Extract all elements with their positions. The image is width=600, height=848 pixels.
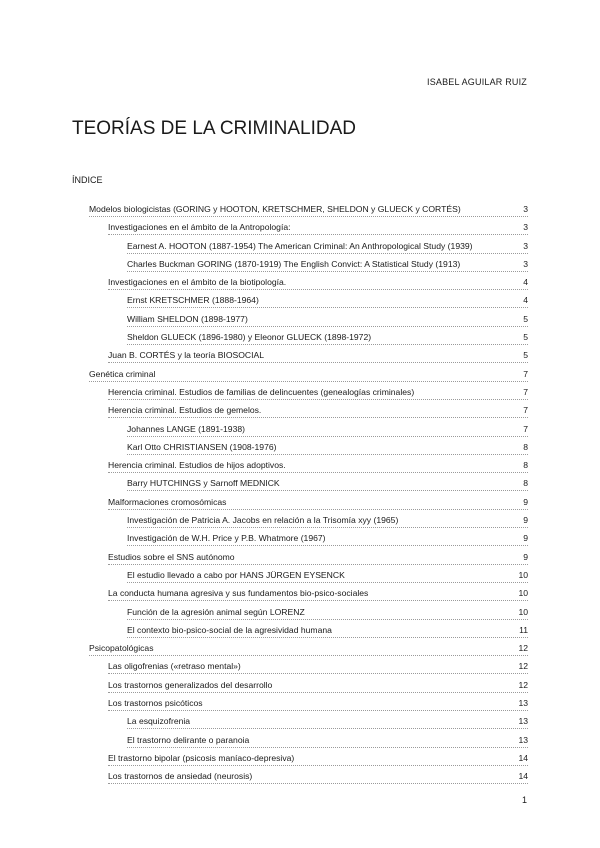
toc-entry-page: 4 <box>523 295 528 306</box>
toc-entry-page: 9 <box>523 533 528 544</box>
toc-entry[interactable] <box>108 552 528 565</box>
index-heading: ÍNDICE <box>72 175 103 185</box>
toc-entry-title: El trastorno delirante o paranoia <box>127 734 250 745</box>
toc-entry-page: 7 <box>523 386 528 397</box>
toc-entry-title: Juan B. CORTÉS y la teoría BIOSOCIAL <box>108 350 265 361</box>
toc-entry-title: Sheldon GLUECK (1896-1980) y Eleonor GLUECK (1898-1972) <box>127 332 372 343</box>
toc-entry-title: Herencia criminal. Estudios de gemelos. <box>108 405 262 416</box>
toc-entry-page: 12 <box>518 661 528 672</box>
toc-entry-page: 7 <box>523 423 528 434</box>
toc-entry-title: Genética criminal <box>89 368 156 379</box>
toc-entry[interactable] <box>127 478 528 491</box>
toc-entry-title: Earnest A. HOOTON (1887-1954) The American Criminal: An Anthropological Study (1939) <box>127 240 473 251</box>
toc-entry-page: 4 <box>523 277 528 288</box>
toc-entry[interactable] <box>108 405 528 418</box>
toc-entry-title: Los trastornos generalizados del desarrollo <box>108 679 273 690</box>
toc-entry[interactable] <box>127 241 528 254</box>
toc-entry-title: Malformaciones cromosómicas <box>108 496 227 507</box>
toc-entry-page: 12 <box>518 679 528 690</box>
toc-entry-title: El estudio llevado a cabo por HANS JÜRGEN EYSENCK <box>127 569 345 580</box>
toc-entry-page: 5 <box>523 313 528 324</box>
toc-entry-page: 5 <box>523 332 528 343</box>
table-of-contents <box>89 204 528 790</box>
toc-entry[interactable] <box>127 570 528 583</box>
toc-entry-title: Función de la agresión animal según LORENZ <box>127 606 305 617</box>
toc-entry-title: Investigación de W.H. Price y P.B. Whatmore (1967) <box>127 533 326 544</box>
toc-entry-page: 10 <box>518 588 528 599</box>
toc-entry[interactable] <box>108 387 528 400</box>
toc-entry-title: William SHELDON (1898-1977) <box>127 313 248 324</box>
toc-entry[interactable] <box>108 698 528 711</box>
page-number: 1 <box>521 795 527 805</box>
toc-entry-page: 14 <box>518 752 528 763</box>
toc-entry-title: Investigación de Patricia A. Jacobs en relación a la Trisomía xyy (1965) <box>127 515 399 526</box>
toc-entry[interactable] <box>127 424 528 437</box>
toc-entry[interactable] <box>108 588 528 601</box>
author-name: ISABEL AGUILAR RUIZ <box>427 77 527 87</box>
toc-entry-title: El contexto bio-psico-social de la agresividad humana <box>127 624 332 635</box>
toc-entry-page: 10 <box>518 606 528 617</box>
toc-entry-title: Los trastornos psicóticos <box>108 698 203 709</box>
toc-entry[interactable] <box>127 332 528 345</box>
toc-entry[interactable] <box>108 460 528 473</box>
toc-entry[interactable] <box>89 643 528 656</box>
toc-entry[interactable] <box>127 533 528 546</box>
toc-entry[interactable] <box>89 204 528 217</box>
toc-entry-page: 7 <box>523 368 528 379</box>
toc-entry[interactable] <box>127 295 528 308</box>
toc-entry-title: Johannes LANGE (1891-1938) <box>127 423 246 434</box>
toc-entry-page: 8 <box>523 478 528 489</box>
toc-entry-title: Investigaciones en el ámbito de la biotipología. <box>108 277 287 288</box>
toc-entry[interactable] <box>127 314 528 327</box>
toc-entry-page: 3 <box>523 240 528 251</box>
toc-entry-title: Estudios sobre el SNS autónomo <box>108 551 235 562</box>
toc-entry-title: El trastorno bipolar (psicosis maníaco-depresiva) <box>108 752 295 763</box>
toc-entry-title: Karl Otto CHRISTIANSEN (1908-1976) <box>127 441 277 452</box>
toc-entry-page: 11 <box>519 624 528 635</box>
toc-entry-page: 9 <box>523 515 528 526</box>
toc-entry[interactable] <box>108 680 528 693</box>
toc-entry-title: Psicopatológicas <box>89 643 154 654</box>
toc-entry-page: 3 <box>523 222 528 233</box>
toc-entry[interactable] <box>127 735 528 748</box>
toc-entry[interactable] <box>108 277 528 290</box>
toc-entry[interactable] <box>127 259 528 272</box>
toc-entry-page: 13 <box>518 734 528 745</box>
toc-entry-title: Barry HUTCHINGS y Sarnoff MEDNICK <box>127 478 280 489</box>
toc-entry-page: 8 <box>523 460 528 471</box>
toc-entry-page: 12 <box>518 643 528 654</box>
toc-entry[interactable] <box>127 607 528 620</box>
toc-entry-title: Las oligofrenias («retraso mental») <box>108 661 241 672</box>
toc-entry-page: 13 <box>518 716 528 727</box>
toc-entry-title: La esquizofrenia <box>127 716 191 727</box>
toc-entry-page: 5 <box>523 350 528 361</box>
toc-entry[interactable] <box>127 515 528 528</box>
toc-entry[interactable] <box>108 222 528 235</box>
toc-entry-title: La conducta humana agresiva y sus fundamentos bio-psico-sociales <box>108 588 369 599</box>
toc-entry[interactable] <box>108 753 528 766</box>
toc-entry[interactable] <box>127 442 528 455</box>
document-title: TEORÍAS DE LA CRIMINALIDAD <box>72 118 357 139</box>
toc-entry[interactable] <box>89 369 528 382</box>
toc-entry-title: Los trastornos de ansiedad (neurosis) <box>108 771 253 782</box>
toc-entry[interactable] <box>127 625 528 638</box>
toc-entry-page: 9 <box>523 551 528 562</box>
toc-entry-title: Modelos biologicistas (GORING y HOOTON, KRETSCHMER, SHELDON y GLUECK y CORTÉS) <box>89 204 461 214</box>
toc-entry-page: 8 <box>523 441 528 452</box>
toc-entry-title: Herencia criminal. Estudios de hijos adoptivos. <box>108 460 286 471</box>
toc-entry[interactable] <box>108 661 528 674</box>
toc-entry-title: Investigaciones en el ámbito de la Antropología: <box>108 222 291 233</box>
toc-entry-page: 9 <box>523 496 528 507</box>
toc-entry[interactable] <box>108 497 528 510</box>
toc-entry-page: 13 <box>518 698 528 709</box>
toc-entry-page: 7 <box>523 405 528 416</box>
toc-entry-title: Ernst KRETSCHMER (1888-1964) <box>127 295 259 306</box>
toc-entry-page: 14 <box>518 771 528 782</box>
toc-entry-page: 10 <box>518 569 528 580</box>
toc-entry[interactable] <box>108 771 528 784</box>
toc-entry-title: Charles Buckman GORING (1870-1919) The English Convict: A Statistical Study (1913) <box>127 258 461 269</box>
toc-entry[interactable] <box>108 350 528 363</box>
toc-entry-title: Herencia criminal. Estudios de familias de delincuentes (genealogías criminales) <box>108 386 415 397</box>
toc-entry-page: 3 <box>523 204 528 214</box>
toc-entry[interactable] <box>127 716 528 729</box>
toc-entry-page: 3 <box>523 258 528 269</box>
